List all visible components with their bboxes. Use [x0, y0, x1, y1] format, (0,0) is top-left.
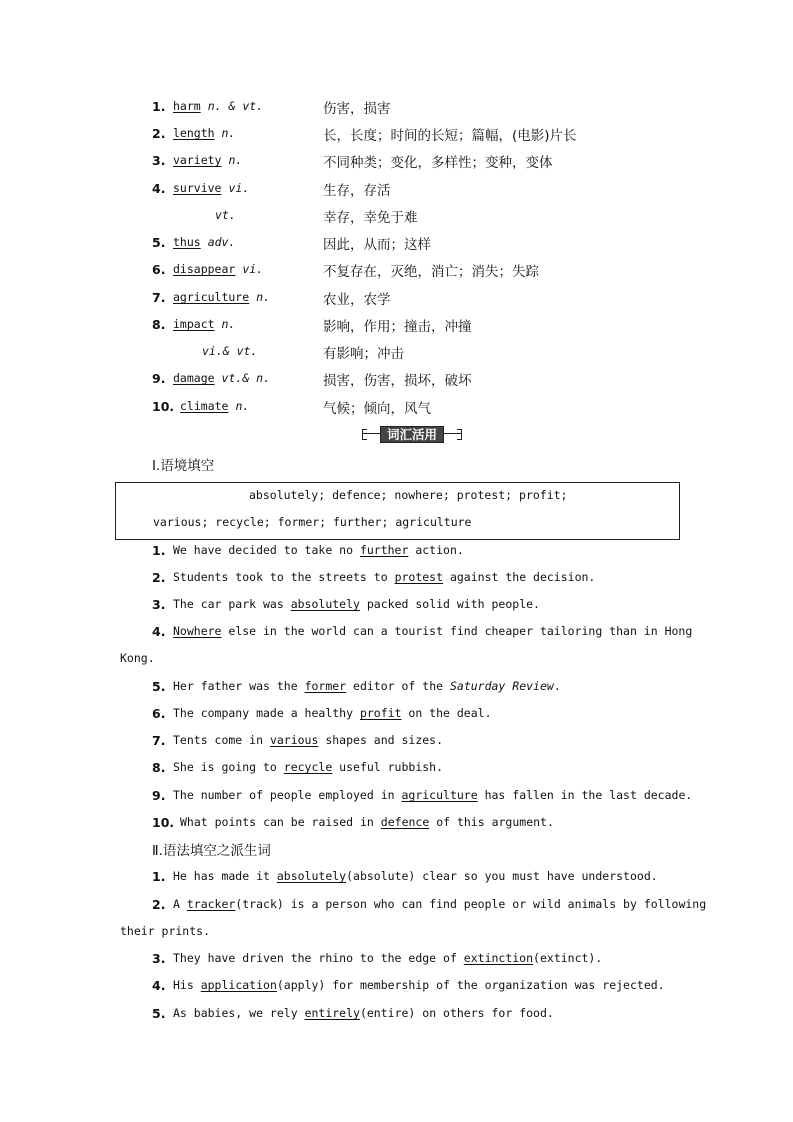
vocab-meaning: 不同种类；变化，多样性；变种，变体	[323, 155, 553, 171]
sentence-text: The car park was	[173, 597, 291, 611]
sentence-text: (absolute) clear so you must have understood.	[346, 869, 658, 883]
sentence-text: Tents come in	[173, 733, 270, 747]
item-number: 10.	[152, 399, 175, 414]
sentence-text: The company made a healthy	[173, 706, 360, 720]
part-of-speech: vi.	[228, 181, 250, 195]
sentence-text: has fallen in the last decade.	[477, 788, 693, 802]
item-number: 5.	[152, 235, 166, 250]
item-number: 1.	[152, 543, 166, 558]
item-number: 8.	[152, 760, 166, 775]
item-number: 7.	[152, 733, 166, 748]
sentence-text: useful rubbish.	[332, 760, 444, 774]
vocab-meaning: 不复存在，灭绝，消亡；消失；失踪	[323, 264, 539, 280]
vocab-item	[0, 179, 793, 199]
vocab-word: length	[173, 126, 215, 140]
vocab-item	[0, 315, 793, 335]
item-number: 6.	[152, 706, 166, 721]
item-number: 1.	[152, 869, 166, 884]
vocab-word: disappear	[173, 262, 236, 276]
vocab-meaning: 伤害，损害	[323, 101, 391, 117]
sentence-text: Students took to the streets to	[173, 570, 395, 584]
part-of-speech: n. & vt.	[207, 99, 264, 113]
vocab-item	[0, 233, 793, 253]
banner-cap-left	[362, 429, 367, 440]
part-of-speech: n.	[228, 153, 243, 167]
vocab-word: variety	[173, 153, 222, 167]
vocab-item	[0, 260, 793, 280]
answer-word: agriculture	[401, 788, 478, 802]
banner-title: 词汇活用	[380, 426, 444, 443]
sentence-continuation: Kong.	[120, 651, 155, 665]
sentence-text: (entire) on others for food.	[359, 1006, 554, 1020]
item-number: 2.	[152, 570, 166, 585]
sentence-continuation: their prints.	[120, 924, 211, 938]
vocab-meaning: 长，长度；时间的长短；篇幅，(电影)片长	[323, 128, 577, 144]
sentence-text: What points can be raised in	[180, 815, 381, 829]
vocab-item	[0, 151, 793, 171]
vocab-item	[0, 97, 793, 117]
vocab-word: survive	[173, 181, 222, 195]
vocab-meaning: 影响，作用；撞击，冲撞	[323, 319, 472, 335]
word-bank-box	[115, 482, 680, 540]
answer-word: profit	[359, 706, 402, 720]
item-number: 2.	[152, 897, 166, 912]
vocab-meaning: 损害，伤害，损坏，破坏	[323, 373, 472, 389]
part-of-speech: vi.	[242, 262, 264, 276]
vocab-word: agriculture	[173, 290, 250, 304]
sentence-text: editor of the	[346, 679, 450, 693]
item-number: 3.	[152, 597, 166, 612]
answer-word: absolutely	[276, 869, 347, 883]
item-number: 4.	[152, 978, 166, 993]
answer-word: further	[359, 543, 409, 557]
sentence-text: The number of people employed in	[173, 788, 402, 802]
sentence-text: (extinct).	[533, 951, 603, 965]
vocab-subitem	[0, 206, 793, 226]
answer-word: defence	[380, 815, 430, 829]
item-number: 6.	[152, 262, 166, 277]
sentence-text: She is going to	[173, 760, 284, 774]
sentence-text: packed solid with people.	[359, 597, 540, 611]
vocab-meaning: 有影响；冲击	[323, 346, 404, 362]
part-of-speech: n.	[221, 317, 236, 331]
answer-word: former	[304, 679, 347, 693]
vocab-meaning: 生存，存活	[323, 183, 391, 199]
sentence-text: shapes and sizes.	[318, 733, 444, 747]
word-bank-line: various; recycle; former; further; agriculture	[153, 515, 472, 529]
item-number: 3.	[152, 951, 166, 966]
item-number: 9.	[152, 371, 166, 386]
item-number: 7.	[152, 290, 166, 305]
sentence-text: His	[173, 978, 201, 992]
sentence-text: A	[173, 897, 187, 911]
section-banner	[362, 427, 462, 441]
part-of-speech: vt.& n.	[221, 371, 271, 385]
answer-word: absolutely	[290, 597, 360, 611]
item-number: 10.	[152, 815, 175, 830]
part-of-speech: adv.	[207, 235, 236, 249]
vocab-meaning: 气候；倾向，风气	[323, 401, 431, 417]
italic-title: Saturday Review	[449, 679, 554, 693]
part-of-speech: n.	[235, 399, 250, 413]
answer-word: entirely	[304, 1006, 360, 1020]
sentence-text: against the decision.	[443, 570, 596, 584]
sentence-text: He has made it	[173, 869, 277, 883]
answer-word: Nowhere	[173, 624, 222, 638]
item-number: 5.	[152, 1006, 166, 1021]
item-number: 3.	[152, 153, 166, 168]
item-number: 2.	[152, 126, 166, 141]
vocab-item	[0, 124, 793, 144]
answer-word: recycle	[283, 760, 333, 774]
sentence-text: As babies, we rely	[173, 1006, 305, 1020]
part-of-speech: n.	[256, 290, 271, 304]
part-of-speech: vt.	[215, 208, 236, 222]
sentence-text: We have decided to take no	[173, 543, 360, 557]
sentence-text: on the deal.	[401, 706, 492, 720]
vocab-meaning: 农业，农学	[323, 292, 391, 308]
vocab-item	[0, 288, 793, 308]
sentence-text: action.	[408, 543, 464, 557]
sentence-text: of this argument.	[429, 815, 554, 829]
answer-word: protest	[394, 570, 444, 584]
answer-word: extinction	[463, 951, 534, 965]
banner-cap-right	[457, 429, 462, 440]
vocab-word: harm	[173, 99, 201, 113]
vocab-word: thus	[173, 235, 201, 249]
vocab-item	[0, 369, 793, 389]
sentence-text: else in the world can a tourist find cheaper tailoring than in Hong	[221, 624, 693, 638]
item-number: 9.	[152, 788, 166, 803]
vocab-word: impact	[173, 317, 215, 331]
item-number: 5.	[152, 679, 166, 694]
item-number: 4.	[152, 624, 166, 639]
answer-word: tracker	[186, 897, 236, 911]
item-number: 8.	[152, 317, 166, 332]
part-of-speech: n.	[221, 126, 236, 140]
vocab-word: climate	[180, 399, 229, 413]
word-bank-line: absolutely; defence; nowhere; protest; profit;	[249, 488, 568, 502]
section-heading: Ⅱ.语法填空之派生词	[152, 843, 271, 859]
part-of-speech: vi.& vt.	[202, 344, 258, 358]
item-number: 4.	[152, 181, 166, 196]
answer-word: various	[269, 733, 319, 747]
vocab-meaning: 因此，从而；这样	[323, 237, 431, 253]
vocab-word: damage	[173, 371, 215, 385]
vocab-item	[0, 397, 793, 417]
sentence-text: They have driven the rhino to the edge of	[173, 951, 464, 965]
vocab-meaning: 幸存，幸免于难	[323, 210, 418, 226]
sentence-text: .	[553, 679, 561, 693]
section-heading: Ⅰ.语境填空	[152, 458, 215, 474]
item-number: 1.	[152, 99, 166, 114]
sentence-text: (track) is a person who can find people or wild animals by following	[235, 897, 707, 911]
vocab-subitem	[0, 342, 793, 362]
answer-word: application	[200, 978, 277, 992]
sentence-text: (apply) for membership of the organization was rejected.	[276, 978, 665, 992]
sentence-text: Her father was the	[173, 679, 305, 693]
